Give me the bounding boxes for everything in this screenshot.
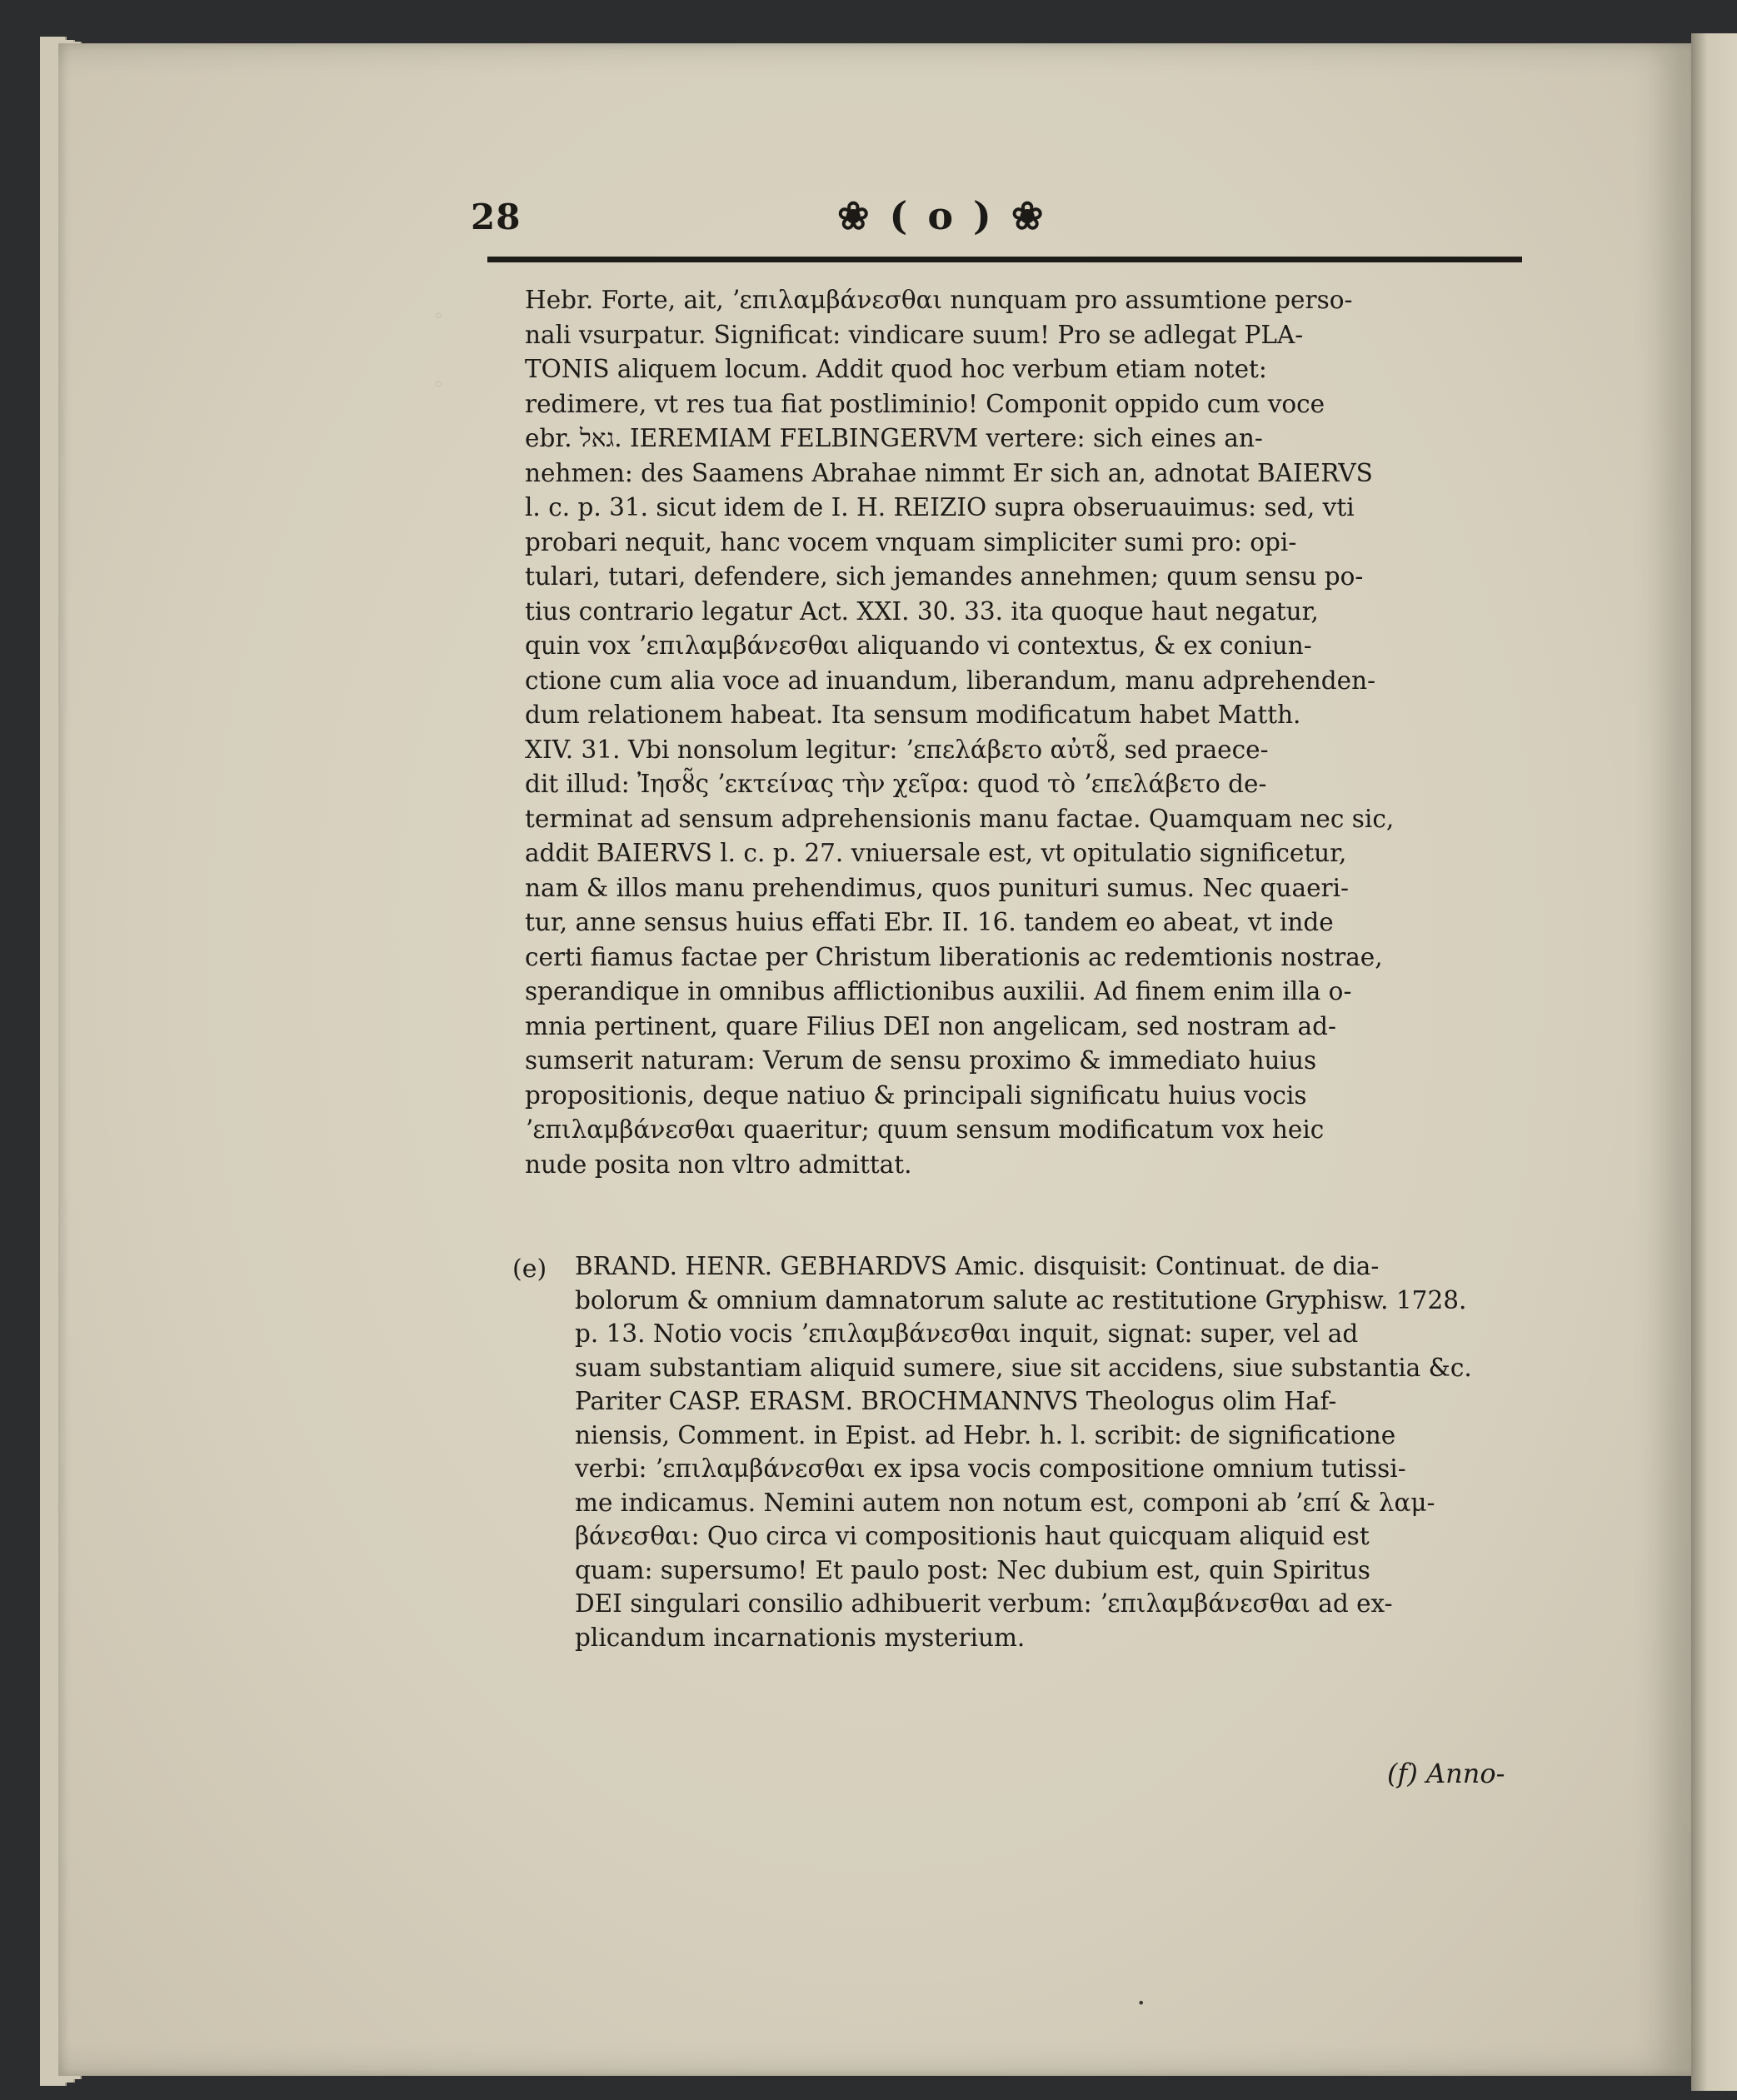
text-line: suam substantiam aliquid sumere, siue sit accidens, siue substantia &c. — [575, 1353, 1472, 1382]
text-line: bolorum & omnium damnatorum salute ac restitutione Gryphisw. 1728. — [575, 1285, 1467, 1314]
catchword: (f) Anno- — [1387, 1758, 1505, 1789]
page-gutter — [1691, 33, 1737, 2091]
text-line: DEI singulari consilio adhibuerit verbum: ʼεπιλαμβάνεσθαι ad ex- — [575, 1589, 1393, 1618]
running-head — [471, 193, 1520, 243]
header-rule — [487, 257, 1522, 262]
text-line: mnia pertinent, quare Filius DEI non angelicam, sed nostram ad- — [525, 1011, 1336, 1040]
text-line: niensis, Comment. in Epist. ad Hebr. h. l. scribit: de significatione — [575, 1420, 1396, 1449]
text-line: certi fiamus factae per Christum liberationis ac redemtionis nostrae, — [525, 942, 1383, 971]
text-line: probari nequit, hanc vocem vnquam simpliciter sumi pro: opi- — [525, 527, 1297, 556]
text-line: sperandique in omnibus afflictionibus auxilii. Ad finem enim illa o- — [525, 977, 1352, 1005]
text-line: addit BAIERVS l. c. p. 27. vniuersale est, vt opitulatio significetur, — [525, 839, 1347, 867]
note-marker: (e) — [512, 1255, 547, 1284]
text-line: Hebr. Forte, ait, ʼεπιλαμβάνεσθαι nunquam pro assumtione perso- — [525, 286, 1353, 314]
text-line: dit illud: Ἰησȣ̃ς ʼεκτείνας τὴν χεῖρα: quod τὸ ʼεπελάβετο de- — [525, 770, 1267, 798]
text-line: tur, anne sensus huius effati Ebr. II. 16. tandem eo abeat, vt inde — [525, 908, 1334, 936]
ink-speck: • — [1137, 1995, 1146, 2011]
text-line: verbi: ʼεπιλαμβάνεσθαι ex ipsa vocis compositione omnium tutissi- — [575, 1454, 1406, 1483]
text-line: ebr. גאל. IEREMIAM FELBINGERVM vertere: sich eines an- — [525, 424, 1263, 452]
text-line: redimere, vt res tua fiat postliminio! Componit oppido cum voce — [525, 389, 1325, 418]
footnote-block — [575, 1250, 1533, 1654]
text-line: TONIS aliquem locum. Addit quod hoc verbum etiam notet: — [525, 355, 1267, 383]
text-line: l. c. p. 31. sicut idem de I. H. REIZIO supra obseruauimus: sed, vti — [525, 493, 1355, 521]
show-through-mark: ◦ — [433, 375, 444, 396]
text-line: XIV. 31. Vbi nonsolum legitur: ʼεπελάβετο αὐτȣ̃, sed praece- — [525, 735, 1269, 764]
text-line: tulari, tutari, defendere, sich jemandes annehmen; quum sensu po- — [525, 562, 1364, 591]
text-line: quin vox ʼεπιλαμβάνεσθαι aliquando vi contextus, & ex coniun- — [525, 631, 1312, 660]
main-text-block — [525, 283, 1533, 1182]
show-through-mark: ◦ — [433, 307, 444, 327]
text-line: me indicamus. Nemini autem non notum est, componi ab ʼεπί & λαμ- — [575, 1488, 1435, 1517]
head-ornament: ❀ ( o ) ❀ — [837, 193, 1047, 238]
text-line: nam & illos manu prehendimus, quos puniturі sumus. Nec quaeri- — [525, 873, 1350, 902]
page-number: 28 — [471, 197, 522, 237]
text-line: plicandum incarnationis mysterium. — [575, 1623, 1026, 1652]
text-line: terminat ad sensum adprehensionis manu factae. Quamquam nec sic, — [525, 804, 1395, 833]
text-line: dum relationem habeat. Ita sensum modificatum habet Matth. — [525, 701, 1301, 729]
text-line: nude posita non vltro admittat. — [525, 1150, 912, 1179]
text-line: quam: supersumo! Et paulo post: Nec dubium est, quin Spiritus — [575, 1555, 1370, 1584]
text-line: βάνεσθαι: Quo circa vi compositionis haut quicquam aliquid est — [575, 1522, 1370, 1550]
text-line: nehmen: des Saamens Abrahae nimmt Er sich an, adnotat BAIERVS — [525, 458, 1373, 487]
text-line: sumserit naturam: Verum de sensu proximo & immediato huius — [525, 1046, 1317, 1075]
text-line: Pariter CASP. ERASM. BROCHMANNVS Theologus olim Haf- — [575, 1387, 1337, 1415]
text-line: nali vsurpatur. Significat: vindicare suum! Pro se adlegat PLA- — [525, 320, 1304, 349]
text-line: ʼεπιλαμβάνεσθαι quaeritur; quum sensum modificatum vox heic — [525, 1115, 1325, 1144]
text-line: tius contrario legatur Act. XXI. 30. 33. ita quoque haut negatur, — [525, 596, 1319, 626]
text-line: BRAND. HENR. GEBHARDVS Amic. disquisit: Continuat. de dia- — [575, 1252, 1380, 1280]
text-line: ctione cum alia voce ad inuandum, liberandum, manu adprehenden- — [525, 666, 1376, 695]
text-line: propositionis, deque natiuo & principali significatu huius vocis — [525, 1080, 1307, 1110]
text-line: p. 13. Notio vocis ʼεπιλαμβάνεσθαι inquit, signat: super, vel ad — [575, 1319, 1359, 1348]
